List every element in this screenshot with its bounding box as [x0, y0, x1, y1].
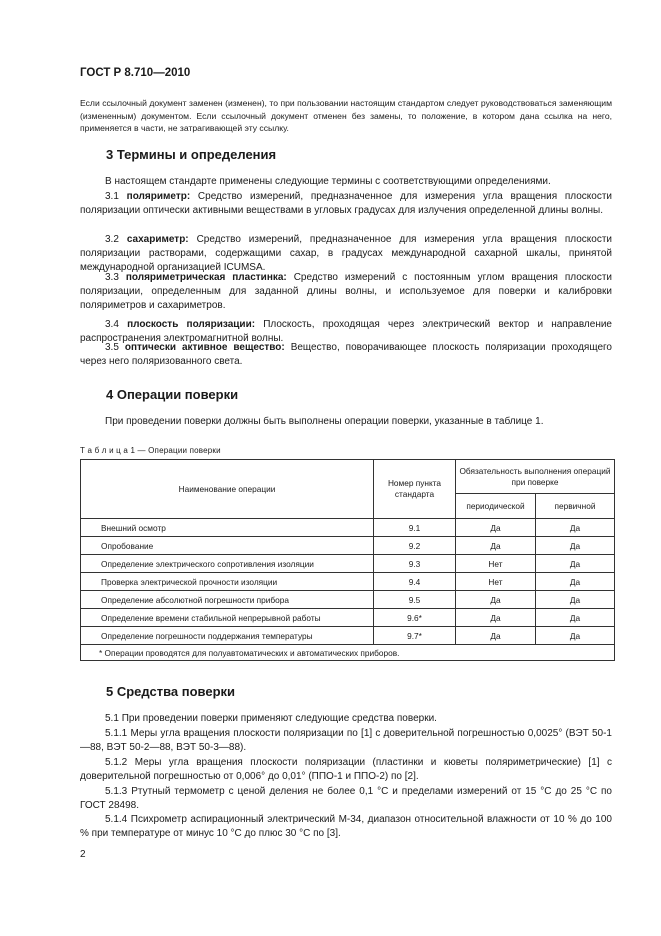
clause-5-1-3 — [80, 785, 612, 813]
cell-primary: Да — [536, 537, 615, 555]
cell-periodic: Нет — [456, 573, 536, 591]
clause-5-1 — [80, 712, 612, 726]
cell-periodic: Да — [456, 537, 536, 555]
clause-text: Меры угла вращения плоскости поляризации (пластинки и кюветы поляриметрические) [1] с доверительной погрешностью от 0,006° до 0,01° (ППО-1 и ППО-2) по [2]. — [80, 757, 613, 783]
term-definition: Вещество, поворачивающее плоскость поляризации проходящего через него поляризованного света. — [80, 342, 612, 368]
cell-primary: Да — [536, 555, 615, 573]
term-definition: Средство измерений, предназначенное для измерения угла вращения плоскости поляризации оптически активными веществами в угловых градусах для излучения определенной длины волны. — [80, 191, 613, 217]
clause-number: 5.1.1 — [105, 728, 128, 739]
table-row — [81, 555, 615, 573]
cell-clause: 9.5 — [374, 591, 456, 609]
term-number: 3.1 — [105, 191, 119, 202]
header-operation-name: Наименование операции — [81, 460, 374, 519]
section-4-heading: 4 Операции поверки — [106, 387, 239, 402]
cell-periodic: Да — [456, 591, 536, 609]
cell-primary: Да — [536, 627, 615, 645]
cell-operation: Проверка электрической прочности изоляции — [81, 573, 374, 591]
header-periodic: периодической — [456, 494, 536, 519]
cell-clause: 9.6* — [374, 609, 456, 627]
term-3-3 — [80, 271, 612, 314]
table-caption: Т а б л и ц а 1 — Операции поверки — [80, 446, 221, 455]
table-row — [81, 537, 615, 555]
term-name: сахариметр: — [126, 234, 189, 245]
cell-operation: Определение абсолютной погрешности прибора — [81, 591, 374, 609]
clause-text: Психрометр аспирационный электрический М-34, диапазон относительной влажности от 10 % до 100 % при температуре от минус 10 °С до плюс 30 °С по [3]. — [80, 814, 612, 840]
clause-number: 5.1 — [105, 713, 119, 724]
document-header: ГОСТ Р 8.710—2010 — [80, 67, 191, 79]
clause-5-1-2 — [80, 756, 612, 784]
header-obligation: Обязательность выполнения операций при поверке — [456, 460, 615, 494]
header-clause-number: Номер пункта стандарта — [374, 460, 456, 519]
term-3-2 — [80, 233, 612, 276]
clause-5-1-1 — [80, 727, 612, 755]
cell-periodic: Да — [456, 519, 536, 537]
section-4-lead-text: При проведении поверки должны быть выполнены операции поверки, указанные в таблице 1. — [105, 416, 544, 427]
cell-operation: Определение электрического сопротивления изоляции — [81, 555, 374, 573]
clause-text: При проведении поверки применяют следующие средства поверки. — [121, 713, 437, 724]
cell-clause: 9.2 — [374, 537, 456, 555]
cell-clause: 9.4 — [374, 573, 456, 591]
page-number: 2 — [80, 849, 86, 860]
term-3-1 — [80, 190, 612, 218]
term-name: оптически активное вещество: — [124, 342, 285, 353]
cell-operation: Внешний осмотр — [81, 519, 374, 537]
cell-primary: Да — [536, 609, 615, 627]
clause-number: 5.1.4 — [105, 814, 128, 825]
term-name: поляриметрическая пластинка: — [125, 272, 287, 283]
cell-primary: Да — [536, 519, 615, 537]
table-row — [81, 591, 615, 609]
cell-primary: Да — [536, 591, 615, 609]
cell-clause: 9.1 — [374, 519, 456, 537]
clause-text: Ртутный термометр с ценой деления не более 0,1 °С и пределами измерений от 15 °С до 25 °С по ГОСТ 28498. — [80, 786, 612, 812]
term-number: 3.5 — [105, 342, 119, 353]
operations-table — [80, 459, 615, 661]
cell-clause: 9.7* — [374, 627, 456, 645]
section-3-lead-text: В настоящем стандарте применены следующие термины с соответствующими определениями. — [105, 176, 551, 187]
header-primary: первичной — [536, 494, 615, 519]
cell-operation: Опробование — [81, 537, 374, 555]
clause-text: Меры угла вращения плоскости поляризации по [1] с доверительной погрешностью 0,0025° (ВЭТ 50-1—88, ВЭТ 50-2—88, ВЭТ 50-3—88). — [80, 728, 612, 754]
cell-primary: Да — [536, 573, 615, 591]
table-row — [81, 573, 615, 591]
cell-periodic: Да — [456, 609, 536, 627]
term-name: плоскость поляризации: — [127, 319, 256, 330]
term-name: поляриметр: — [126, 191, 191, 202]
cell-operation: Определение времени стабильной непрерывной работы — [81, 609, 374, 627]
term-3-5 — [80, 341, 612, 369]
clause-number: 5.1.2 — [105, 757, 128, 768]
clause-number: 5.1.3 — [105, 786, 128, 797]
clause-5-1-4 — [80, 813, 612, 841]
cell-clause: 9.3 — [374, 555, 456, 573]
term-definition: Средство измерений с постоянным углом вращения плоскости поляризации, определенным для заданной длины волны, и используемое для поверки и калибровки поляриметров и сахариметров. — [80, 272, 613, 312]
table-row — [81, 627, 615, 645]
cell-periodic: Нет — [456, 555, 536, 573]
term-number: 3.3 — [105, 272, 119, 283]
table-note-row — [81, 645, 615, 661]
cell-operation: Определение погрешности поддержания температуры — [81, 627, 374, 645]
term-number: 3.4 — [105, 319, 119, 330]
table-row — [81, 519, 615, 537]
term-number: 3.2 — [105, 234, 119, 245]
section-4-lead — [80, 415, 612, 429]
section-3-lead — [80, 175, 612, 189]
term-definition: Плоскость, проходящая через электрический вектор и направление распространения электромагнитной волны. — [80, 319, 612, 345]
cell-periodic: Да — [456, 627, 536, 645]
section-5-heading: 5 Средства поверки — [106, 684, 236, 699]
intro-paragraph: Если ссылочный документ заменен (изменен), то при пользовании настоящим стандартом следует руководствоваться заменяющим (измененным) документом. Если ссылочный документ отменен без замены, то положение, в котором дана ссылка на него, применяется в части, не затрагивающей эту ссылку. — [80, 98, 612, 134]
table-footnote: * Операции проводятся для полуавтоматических и автоматических приборов. — [81, 645, 615, 661]
term-definition: Средство измерений, предназначенное для измерения угла вращения плоскости поляризации растворами, содержащими сахар, в градусах международной сахарной шкалы, принятой международной организацией ICUMSA. — [80, 234, 613, 274]
section-3-heading: 3 Термины и определения — [106, 147, 277, 162]
table-row — [81, 609, 615, 627]
